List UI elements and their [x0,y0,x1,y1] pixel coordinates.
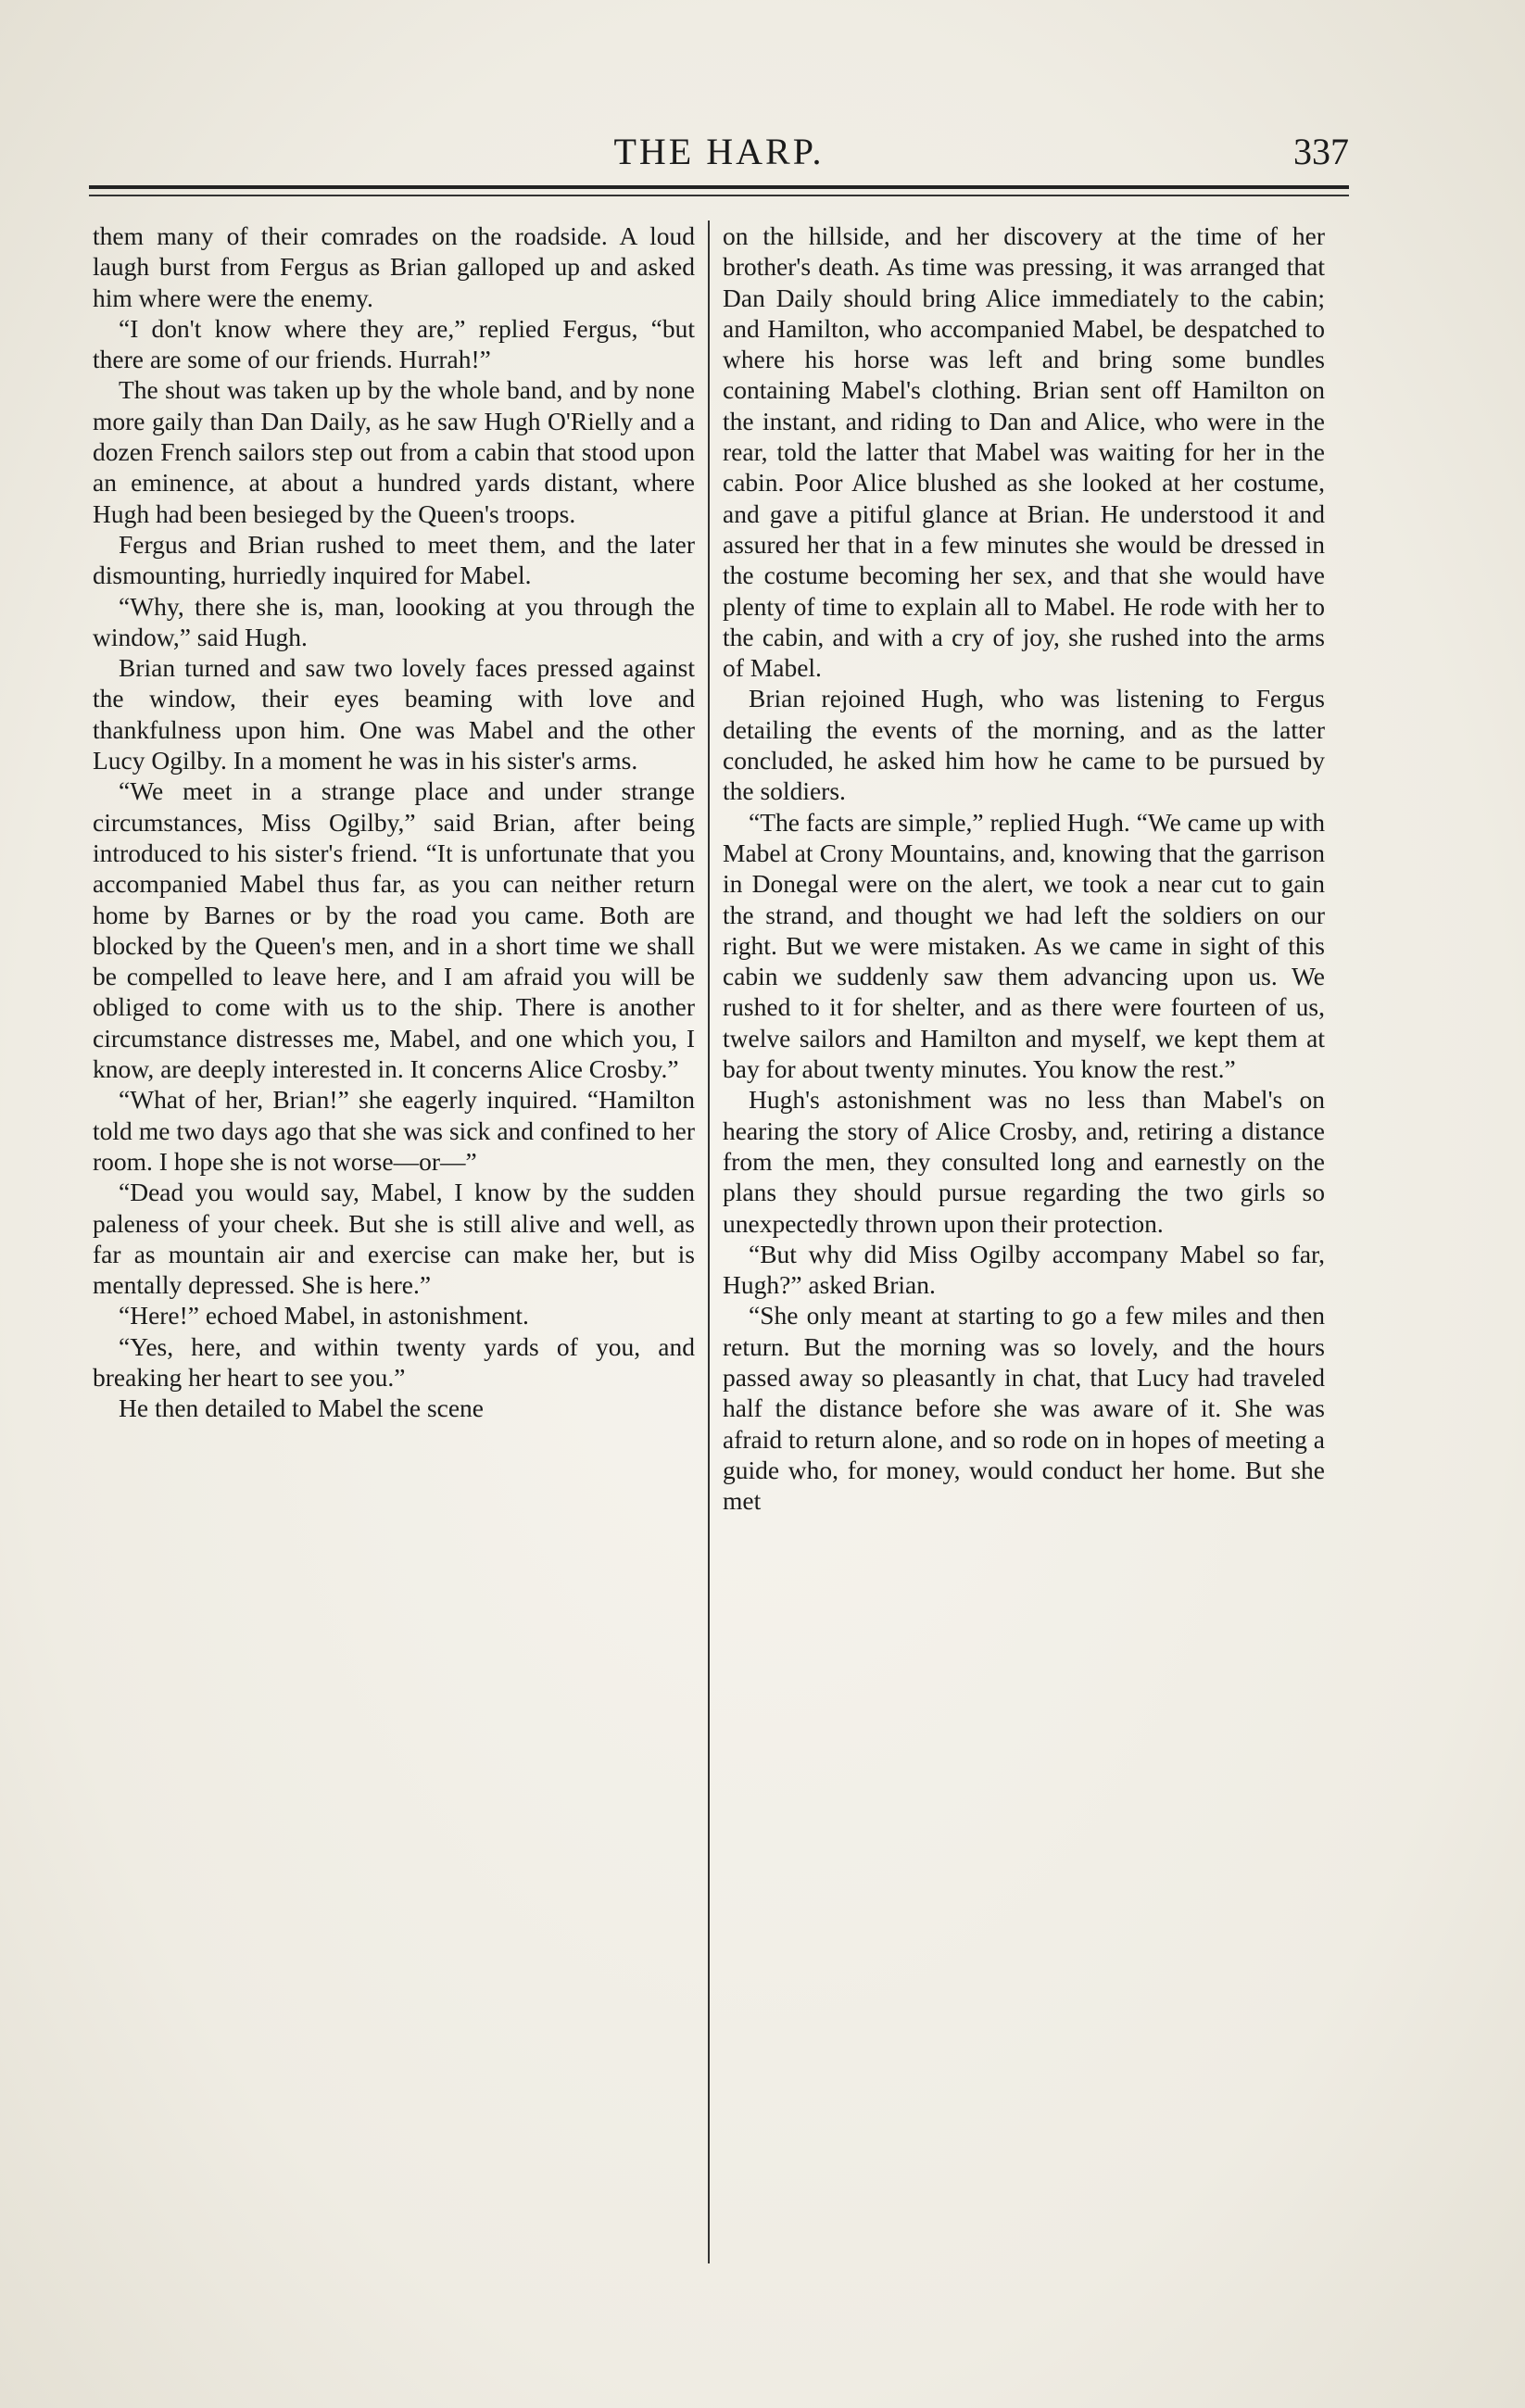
header-rule-thin [89,195,1349,196]
paragraph: “But why did Miss Ogilby accompany Mabel so far, Hugh?” asked Brian. [723,1239,1325,1300]
page-header [89,120,1349,185]
paragraph: The shout was taken up by the whole band, and by none more gaily than Dan Daily, as he saw Hugh O'Rielly and a dozen French sailors step out from a cabin that stood upon an eminence, at about a hundred yards distant, where Hugh had been besieged by the Queen's troops. [93,375,695,528]
paragraph: “We meet in a strange place and under strange circumstances, Miss Ogilby,” said Brian, after being introduced to his sister's friend. “It is unfortunate that you accompanied Mabel thus far, as you can neither return home by Barnes or by the road you came. Both are blocked by the Queen's men, and in a short time we shall be compelled to leave here, and I am afraid you will be obliged to come with us to the ship. There is another circumstance distresses me, Mabel, and one which you, I know, are deeply interested in. It concerns Alice Crosby.” [93,776,695,1084]
paragraph: on the hillside, and her discovery at the time of her brother's death. As time was pressing, it was arranged that Dan Daily should bring Alice immediately to the cabin; and Hamilton, who accompanied Mabel, be despatched to where his horse was left and bring some bundles containing Mabel's clothing. Brian sent off Hamilton on the instant, and riding to Dan and Alice, who were in the rear, told the latter that Mabel was waiting for her in the cabin. Poor Alice blushed as she looked at her costume, and gave a pitiful glance at Brian. He understood it and assured her that in a few minutes she would be dressed in the costume becoming her sex, and that she would have plenty of time to explain all to Mabel. He rode with her to the cabin, and with a cry of joy, she rushed into the arms of Mabel. [723,221,1325,683]
paragraph: “The facts are simple,” replied Hugh. “We came up with Mabel at Crony Mountains, and, knowing that the garrison in Donegal were on the alert, we took a near cut to gain the strand, and thought we had left the soldiers on our right. But we were mistaken. As we came in sight of this cabin we suddenly saw them advancing upon us. We rushed to it for shelter, and as there were fourteen of us, twelve sailors and Hamilton and myself, we kept them at bay for about twenty minutes. You know the rest.” [723,807,1325,1084]
paragraph: He then detailed to Mabel the scene [119,1393,485,1423]
paragraph: Brian rejoined Hugh, who was listening to Fergus detailing the events of the morning, and as the latter concluded, he asked him how he came to be pursued by the soldiers. [723,684,1325,806]
paragraph: Fergus and Brian rushed to meet them, and the later dismounting, hurriedly inquired for Mabel. [93,529,695,590]
paragraph: “What of her, Brian!” she eagerly inquired. “Hamilton told me two days ago that she was sick and confined to her room. I hope she is not worse—or—” [93,1085,695,1176]
paragraph: “Why, there she is, man, loooking at you through the window,” said Hugh. [93,591,695,651]
paragraph: Hugh's astonishment was no less than Mabel's on hearing the story of Alice Crosby, and, retiring a distance from the men, they consulted long and earnestly on the plans they should pursue regarding the two girls so unexpectedly thrown upon their protection. [723,1085,1325,1238]
paragraph: “Yes, here, and within twenty yards of you, and breaking her heart to see you.” [93,1331,695,1392]
paragraph: “She only meant at starting to go a few miles and then return. But the morning was so lovely, and the hours passed away so pleasantly in chat, that Lucy had traveled half the distance before she was aware of it. She was afraid to return alone, and so rode on in hopes of meeting a guide who, for money, would conduct her home. But she met [723,1301,1325,1516]
paragraph: “Here!” echoed Mabel, in astonishment. [119,1301,529,1330]
paragraph: “I don't know where they are,” replied Fergus, “but there are some of our friends. Hurrah!” [93,313,695,374]
right-column [723,221,1325,1516]
paragraph: them many of their comrades on the roadside. A loud laugh burst from Fergus as Brian galloped up and asked him where were the enemy. [93,221,695,312]
column-divider [708,221,710,2263]
left-column [93,221,695,1424]
paragraph: “Dead you would say, Mabel, I know by the sudden paleness of your cheek. But she is still alive and well, as far as mountain air and exercise can make her, but is mentally depressed. She is here.” [93,1178,695,1300]
header-rule-thick [89,185,1349,189]
page-number: 337 [1293,131,1349,172]
paragraph: Brian turned and saw two lovely faces pressed against the window, their eyes beaming with love and thankfulness upon him. One was Mabel and the other Lucy Ogilby. In a moment he was in his sister's arms. [93,653,695,775]
running-title: THE HARP. [613,131,825,172]
